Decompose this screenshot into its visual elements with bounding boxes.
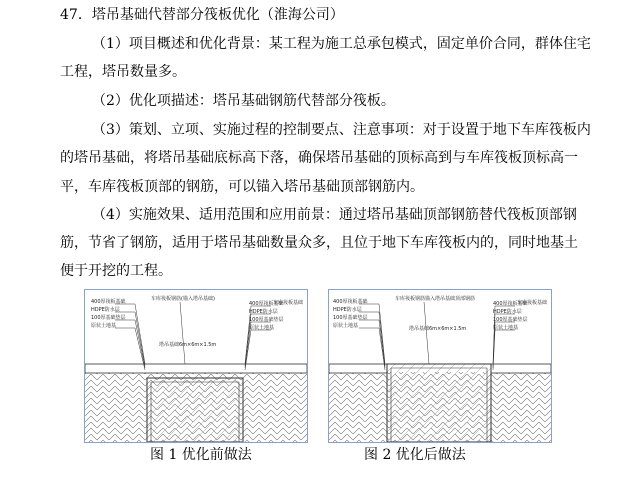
paragraph-3-line-2: 的塔吊基础，将塔吊基础底标高下落，确保塔吊基础的顶标高到与车库筏板顶标高一	[60, 150, 578, 166]
fig2-right-label: 车库筏板基础	[517, 300, 548, 306]
paragraph-3-line-3: 平，车库筏板顶部的钢筋，可以锚入塔吊基础顶部钢筋内。	[60, 179, 424, 195]
fig1-right-layer-3: 100厚基础垫层	[249, 317, 284, 323]
crane-foundation	[147, 378, 243, 442]
figure-2-caption: 图 2 优化后做法	[364, 447, 466, 463]
paragraph-4-line-3: 便于开挖的工程。	[60, 263, 172, 279]
fig1-right-layer-4: 原状土地基	[249, 325, 275, 331]
fig2-right-layer-1: 400厚筏板基础	[493, 301, 528, 307]
fig1-base-size: 塔吊基础6m×6m×1.5m	[159, 342, 217, 348]
paragraph-4-line-1: （4）实施效果、适用范围和应用前景：通过塔吊基础顶部钢筋替代筏板顶部钢	[92, 207, 577, 223]
fig2-note-top: 车库筏板钢筋锚入塔吊基础顶部钢筋	[395, 296, 476, 302]
figure-2-drawing	[328, 289, 552, 443]
fig2-right-layer-4: 原状土地基	[493, 325, 519, 331]
fig2-label-layer-1: 400厚筏板基础	[333, 299, 368, 305]
paragraph-3-line-1: （3）策划、立项、实施过程的控制要点、注意事项：对于设置于地下车库筏板内	[92, 122, 591, 138]
fig1-right-layer-1: 400厚筏板基础	[249, 301, 284, 307]
crane-foundation	[387, 364, 491, 442]
fig1-label-layer-1: 400厚筏板基础	[91, 299, 126, 305]
figure-1-drawing	[84, 289, 308, 443]
fig1-label-layer-2: HDPE防水层	[91, 307, 120, 313]
paragraph-1-line-2: 工程，塔吊数量多。	[60, 64, 186, 80]
fig1-label-layer-4: 原状土地基	[91, 323, 117, 329]
fig1-right-label: 车库筏板基础	[273, 300, 304, 306]
fig2-right-layer-3: 100厚基础垫层	[493, 317, 528, 323]
figure-1-section-svg	[85, 290, 307, 442]
section-heading: 47．塔吊基础代替部分筏板优化（淮海公司）	[60, 7, 344, 23]
raft-slab-right	[491, 364, 551, 373]
figure-2-section-svg	[329, 290, 551, 442]
fig1-label-layer-3: 100厚基础垫层	[91, 315, 126, 321]
paragraph-1-line-1: （1）项目概述和优化背景：某工程为施工总承包模式，固定单价合同，群体住宅	[92, 36, 591, 52]
fig1-right-layer-2: HDPE防水层	[249, 309, 278, 315]
raft-slab-left	[329, 364, 387, 373]
raft-slab	[85, 364, 307, 373]
fig2-label-layer-2: HDPE防水层	[333, 307, 362, 313]
fig2-label-layer-3: 100厚基础垫层	[333, 315, 368, 321]
fig2-base-size: 塔吊基础6m×6m×1.5m	[409, 326, 467, 332]
paragraph-2-line-1: （2）优化项描述：塔吊基础钢筋代替部分筏板。	[92, 93, 395, 109]
figure-1-caption: 图 1 优化前做法	[150, 447, 252, 463]
fig2-label-layer-4: 原状土地基	[333, 323, 359, 329]
fig2-right-layer-2: HDPE防水层	[493, 309, 522, 315]
paragraph-4-line-2: 筋，节省了钢筋，适用于塔吊基础数量众多，且位于地下车库筏板内的，同时地基土	[60, 235, 578, 251]
fig1-note-top: 车库筏板钢筋(锚入塔吊基础)	[151, 296, 215, 302]
